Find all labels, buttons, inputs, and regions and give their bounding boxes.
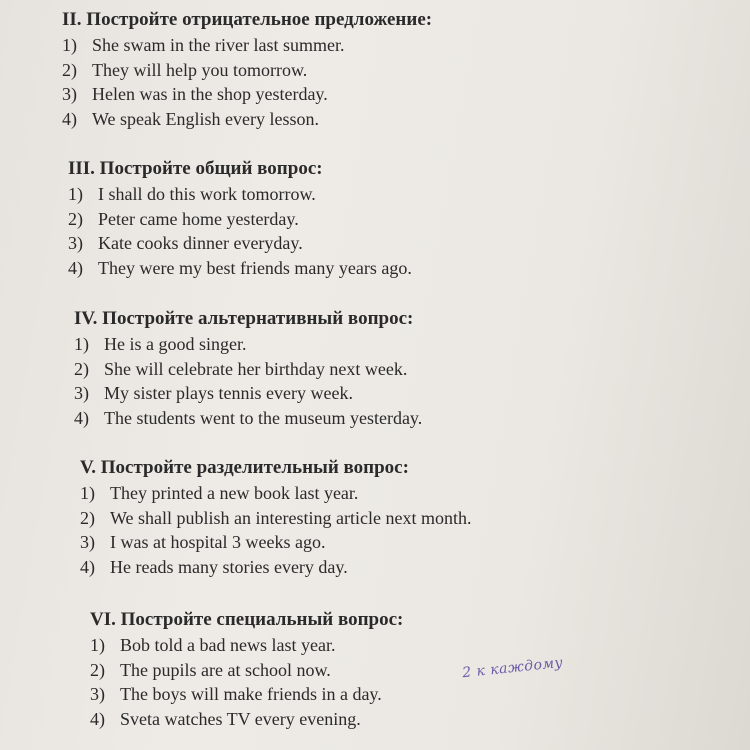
item-number: 3) [90,684,105,704]
item-number: 4) [80,556,95,577]
list-item [68,207,412,232]
item-text: We shall publish an interesting article next month. [110,507,472,528]
item-text: The pupils are at school now. [120,659,331,680]
list-item [62,82,432,107]
item-text: She swam in the river last summer. [92,35,345,55]
exercise-list [90,633,403,731]
item-text: We speak English every lesson. [92,108,319,129]
section-heading: III. Постройте общий вопрос: [68,158,323,179]
exercise-list [74,332,422,430]
item-number: 3) [62,84,77,104]
list-item [80,506,471,531]
exercise-list [62,33,432,131]
list-item [80,555,471,580]
section-heading: II. Постройте отрицательное предложение: [62,9,433,30]
item-text: The boys will make friends in a day. [120,684,382,704]
list-item [68,231,412,256]
item-text: I was at hospital 3 weeks ago. [110,532,326,552]
item-number: 2) [80,507,95,528]
section-heading: V. Постройте разделительный вопрос: [80,457,409,478]
item-number: 1) [90,635,105,655]
exercise-list [80,481,471,579]
list-item [90,658,403,683]
list-item [80,530,471,555]
item-text: The students went to the museum yesterday. [104,407,423,428]
item-number: 2) [62,59,77,80]
item-number: 4) [68,257,83,278]
item-text: Sveta watches TV every evening. [120,708,361,729]
list-item [74,357,422,382]
item-number: 3) [80,532,95,552]
item-number: 1) [80,483,95,503]
item-text: He is a good singer. [104,334,247,354]
section-heading: VI. Постройте специальный вопрос: [90,609,404,630]
list-item [80,481,471,506]
item-text: Kate cooks dinner everyday. [98,233,303,253]
section-vi [90,609,403,731]
list-item [62,58,432,83]
exercise-list [68,182,412,280]
item-number: 4) [62,108,77,129]
item-number: 1) [62,35,77,55]
section-iv [74,308,422,430]
item-number: 2) [74,358,89,379]
item-number: 3) [68,233,83,253]
list-item [74,381,422,406]
handwritten-note: 2 к каждому [461,654,564,682]
item-text: She will celebrate her birthday next week. [104,358,408,379]
item-number: 3) [74,383,89,403]
section-heading: IV. Постройте альтернативный вопрос: [74,308,414,329]
list-item [62,107,432,132]
item-text: I shall do this work tomorrow. [98,184,316,204]
list-item [90,633,403,658]
item-text: Peter came home yesterday. [98,208,299,229]
item-number: 1) [68,184,83,204]
item-number: 4) [74,407,89,428]
item-number: 1) [74,334,89,354]
list-item [74,332,422,357]
item-number: 4) [90,708,105,729]
item-text: They will help you tomorrow. [92,59,308,80]
list-item [74,406,422,431]
item-number: 2) [68,208,83,229]
item-text: My sister plays tennis every week. [104,383,353,403]
item-number: 2) [90,659,105,680]
list-item [68,256,412,281]
section-iii [68,158,412,280]
item-text: They were my best friends many years ago. [98,257,412,278]
section-v [80,457,471,579]
list-item [90,707,403,732]
item-text: Bob told a bad news last year. [120,635,336,655]
list-item [90,682,403,707]
item-text: They printed a new book last year. [110,483,359,503]
item-text: Helen was in the shop yesterday. [92,84,328,104]
list-item [68,182,412,207]
section-ii [62,9,432,131]
list-item [62,33,432,58]
item-text: He reads many stories every day. [110,556,348,577]
